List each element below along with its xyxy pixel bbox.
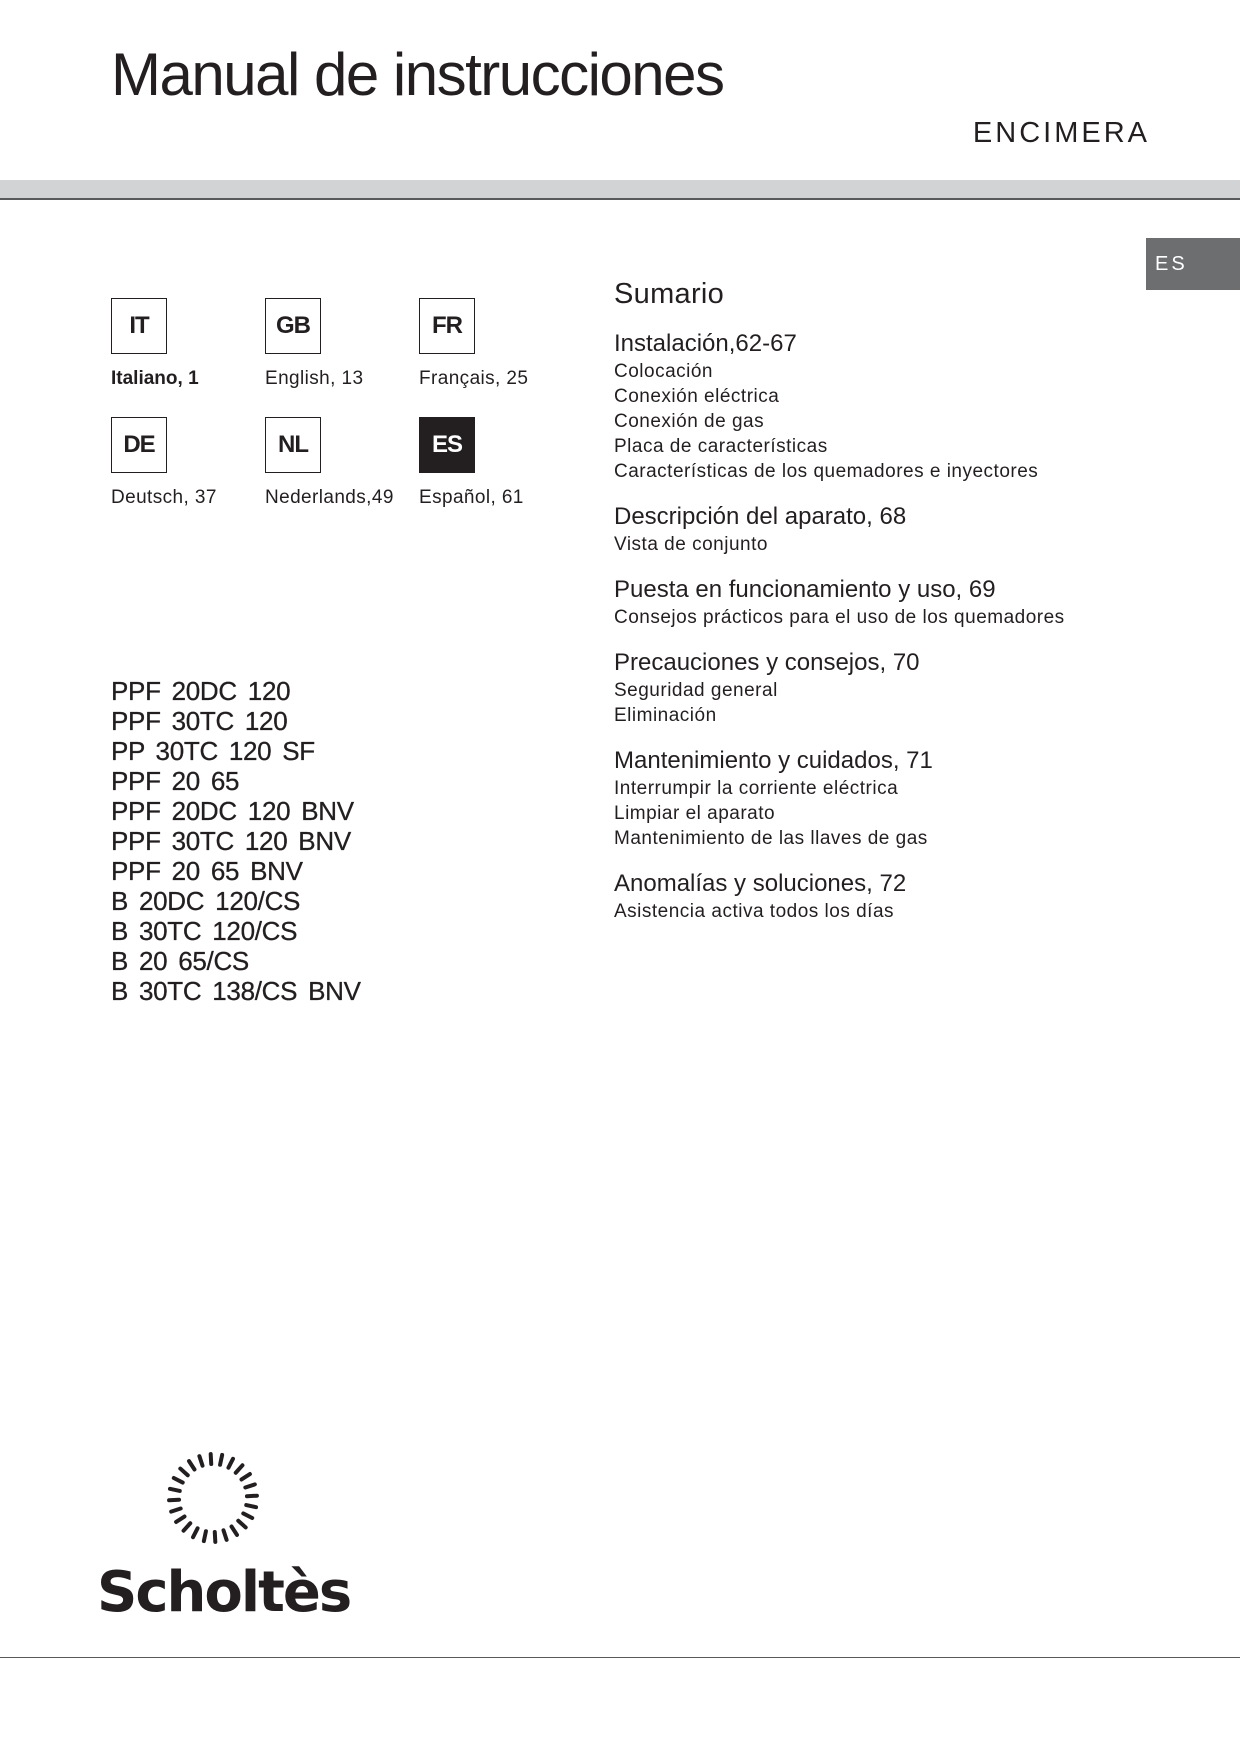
sun-ray — [181, 1520, 193, 1533]
toc-section-title: Precauciones y consejos, 70 — [614, 649, 920, 676]
sun-ray — [168, 1486, 183, 1493]
toc-item: Limpiar el aparato — [614, 803, 776, 824]
model-item: PP 30TC 120 SF — [111, 736, 315, 766]
toc-section-precauciones — [614, 648, 1174, 728]
toc-item: Asistencia activa todos los días — [614, 901, 895, 922]
language-code-box: DE — [111, 417, 167, 473]
sun-ray — [167, 1498, 181, 1503]
sun-ray — [239, 1471, 253, 1482]
toc-item: Mantenimiento de las llaves de gas — [614, 828, 928, 849]
model-list — [111, 676, 361, 1006]
sun-burst-icon — [163, 1448, 263, 1548]
sun-ray — [201, 1529, 208, 1544]
sun-ray — [243, 1482, 258, 1490]
sun-ray — [213, 1530, 218, 1544]
toc-heading: Sumario — [614, 278, 725, 310]
sun-ray — [169, 1506, 184, 1514]
language-code-box: GB — [265, 298, 321, 354]
language-code-box: FR — [419, 298, 475, 354]
sun-ray — [173, 1514, 187, 1525]
sun-ray — [244, 1503, 259, 1510]
toc-section-title: Puesta en funcionamiento y uso, 69 — [614, 576, 996, 603]
model-item: PPF 20 65 — [111, 766, 240, 796]
sun-ray — [233, 1462, 245, 1475]
model-item: PPF 20 65 BNV — [111, 856, 303, 886]
page-title: Manual de instrucciones — [111, 41, 724, 108]
toc-item: Conexión eléctrica — [614, 386, 780, 407]
toc-item: Eliminación — [614, 705, 717, 726]
model-item: B 20DC 120/CS — [111, 886, 301, 916]
toc-section-title: Instalación,62-67 — [614, 330, 797, 357]
language-item-it — [111, 298, 271, 390]
toc-section-title: Descripción del aparato, 68 — [614, 503, 907, 530]
table-of-contents — [614, 278, 1174, 942]
model-item: PPF 30TC 120 — [111, 706, 288, 736]
toc-item: Placa de características — [614, 436, 828, 457]
model-item: B 30TC 120/CS — [111, 916, 298, 946]
model-item: B 20 65/CS — [111, 946, 249, 976]
sun-ray — [197, 1454, 205, 1469]
language-item-gb — [265, 298, 425, 390]
toc-section-puesta — [614, 575, 1174, 630]
sun-ray — [218, 1453, 225, 1468]
sun-ray — [186, 1458, 197, 1472]
toc-item: Colocación — [614, 361, 713, 382]
sun-ray — [241, 1511, 255, 1521]
language-code-box: IT — [111, 298, 167, 354]
footer-rule — [0, 1657, 1240, 1658]
language-label: Deutsch, 37 — [111, 487, 217, 508]
sun-ray — [221, 1528, 229, 1543]
language-tab: ES — [1146, 238, 1240, 290]
toc-section-instalacion — [614, 329, 1174, 484]
language-label: Español, 61 — [419, 487, 524, 508]
language-item-es — [419, 417, 579, 509]
product-type: ENCIMERA — [972, 117, 1150, 149]
toc-item: Seguridad general — [614, 680, 778, 701]
language-label: Français, 25 — [419, 368, 529, 389]
language-item-de — [111, 417, 271, 509]
sun-ray — [229, 1524, 240, 1538]
sun-ray — [226, 1456, 236, 1470]
sun-ray — [245, 1494, 259, 1499]
language-code-box: NL — [265, 417, 321, 473]
toc-item: Consejos prácticos para el uso de los quemadores — [614, 607, 1065, 628]
model-item: PPF 20DC 120 BNV — [111, 796, 354, 826]
brand-name: Scholtès — [97, 1560, 351, 1625]
toc-section-mantenimiento — [614, 746, 1174, 851]
language-label: Nederlands,49 — [265, 487, 394, 508]
brand-logo — [97, 1448, 351, 1625]
toc-item: Interrumpir la corriente eléctrica — [614, 778, 899, 799]
sun-ray — [235, 1518, 248, 1530]
model-item: B 30TC 138/CS BNV — [111, 976, 361, 1006]
sun-ray — [177, 1466, 190, 1478]
toc-item: Vista de conjunto — [614, 534, 768, 555]
sun-ray — [209, 1452, 214, 1466]
language-item-fr — [419, 298, 579, 390]
language-code-box-active: ES — [419, 417, 475, 473]
toc-section-descripcion — [614, 502, 1174, 557]
toc-section-title: Mantenimiento y cuidados, 71 — [614, 747, 933, 774]
language-item-nl — [265, 417, 425, 509]
model-item: PPF 20DC 120 — [111, 676, 291, 706]
toc-section-anomalias — [614, 869, 1174, 924]
sun-ray — [171, 1475, 185, 1485]
language-label: English, 13 — [265, 368, 364, 389]
toc-item: Conexión de gas — [614, 411, 765, 432]
header-bar — [0, 180, 1240, 200]
language-label: Italiano, 1 — [111, 368, 199, 389]
model-item: PPF 30TC 120 BNV — [111, 826, 351, 856]
toc-section-title: Anomalías y soluciones, 72 — [614, 870, 907, 897]
toc-item: Características de los quemadores e inyectores — [614, 461, 1039, 482]
sun-ray — [190, 1526, 200, 1540]
